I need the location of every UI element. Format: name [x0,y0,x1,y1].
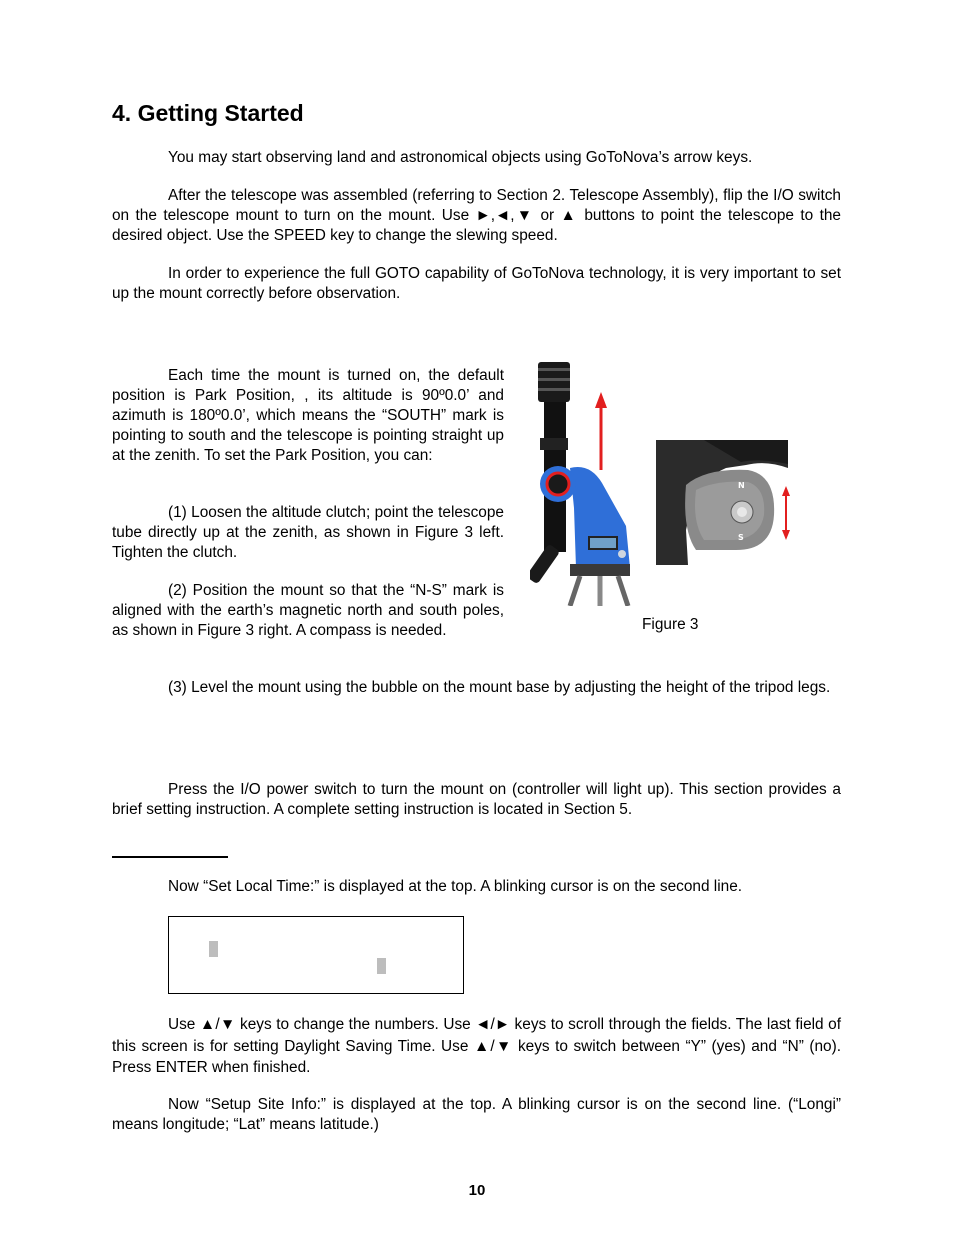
paragraph-goto: In order to experience the full GOTO capability of GoToNova technology, it is very important to set up the mount correctly before observation. [112,265,841,302]
paragraph-set-local-time: Now “Set Local Time:” is displayed at the top. A blinking cursor is on the second line. [168,878,743,895]
lcd-cursor [377,958,386,974]
paragraph-intro: You may start observing land and astronomical objects using GoToNova’s arrow keys. [168,149,753,166]
paragraph-step-1: (1) Loosen the altitude clutch; point the telescope tube directly up at the zenith, as shown in Figure 3 left. Tighten the clutch. [112,504,504,561]
paragraph-park-position: Each time the mount is turned on, the default position is Park Position, , its altitude is 90º0.0’ and azimuth is 180º0.0’, which means the “SOUTH” mark is pointing to south and the telescope is pointing straight up at the zenith. To set the Park Position, you can: [112,367,504,464]
n-label: N [738,481,745,490]
paragraph-step-2: (2) Position the mount so that the “N-S” mark is aligned with the earth’s magnetic north and south poles, as shown in Figure 3 right. A compass is needed. [112,582,504,639]
lcd-display-box [168,916,464,994]
paragraph-site-info: Now “Setup Site Info:” is displayed at the top. A blinking cursor is on the second line. (“Longi” means longitude; “Lat” means latitude.) [112,1096,841,1133]
page-number: 10 [468,1182,486,1199]
mount-ns-mark-figure [656,440,790,565]
s-label: S [738,533,744,542]
paragraph-step-3: (3) Level the mount using the bubble on the mount base by adjusting the height of the tripod legs. [168,679,831,696]
lcd-cursor [209,941,218,957]
section-heading: 4. Getting Started [112,100,304,126]
paragraph-key-usage: Use ▲/▼ keys to change the numbers. Use ◄/► keys to scroll through the fields. The last field of this screen is for setting Daylight Saving Time. Use ▲/▼ keys to switch between “Y” (yes) and “N” (no). Press ENTER when finished. [112,1016,841,1076]
figure-caption: Figure 3 [642,616,699,633]
paragraph-assembly: After the telescope was assembled (referring to Section 2. Telescope Assembly), flip the I/O switch on the telescope mount to turn on the mount. Use ►,◄,▼ or ▲ buttons to point the telescope to the desired object. Use the SPEED key to change the slewing speed. [112,187,841,244]
telescope-figure [530,358,640,606]
subheading-underline [112,856,228,858]
paragraph-power-on: Press the I/O power switch to turn the mount on (controller will light up). This section provides a brief setting instruction. A complete setting instruction is located in Section 5. [112,781,841,818]
